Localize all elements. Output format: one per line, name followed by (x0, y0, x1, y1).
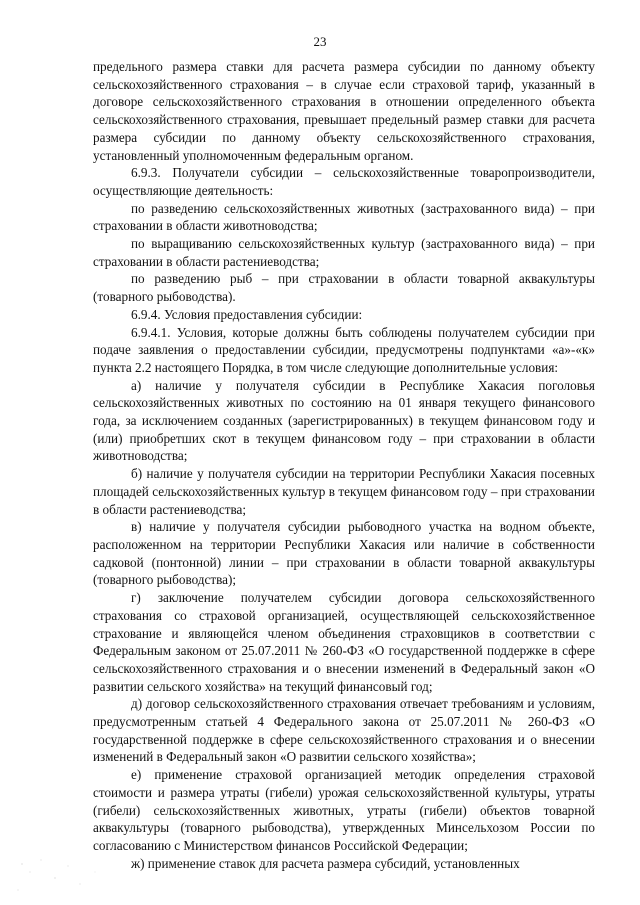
paragraph: б) наличие у получателя субсидии на территории Республики Хакасия посевных площадей сельскохозяйственных культур в текущем финансовом году – при страховании в области растениеводства; (93, 466, 595, 517)
paragraph: 6.9.4.1. Условия, которые должны быть соблюдены получателем субсидии при подаче заявления о предоставлении субсидии, предусмотрены подпунктами «а»-«к» пункта 2.2 настоящего Порядка, в том числе следующие дополнительные условия: (93, 324, 595, 375)
paragraph: е) применение страховой организацией методик определения страховой стоимости и размера утраты (гибели) урожая сельскохозяйственной культуры, утраты (гибели) сельскохозяйственных животных, утраты (гибели) объектов товарной аквакультуры (товарного рыбоводства), утвержденных Минсельхозом России по согласованию с Министерством финансов Российской Федерации; (93, 767, 595, 853)
paragraph: ж) применение ставок для расчета размера субсидий, установленных (131, 855, 520, 871)
paragraph: предельного размера ставки для расчета размера субсидии по данному объекту сельскохозяйственного страхования – в случае если страховой тариф, указанный в договоре сельскохозяйственного страхования в отношении определенного объекта сельскохозяйственного страхования, превышает предельный размер ставки для расчета размера субсидии по данному объекту сельскохозяйственного страхования, установленный уполномоченным федеральным органом. (93, 59, 595, 163)
paragraph: д) договор сельскохозяйственного страхования отвечает требованиям и условиям, предусмотренным статьей 4 Федерального закона от 25.07.2011 № 260-ФЗ «О государственной поддержке в сфере сельскохозяйственного страхования и о внесении изменений в Федеральный закон «О развитии сельского хозяйства»; (93, 696, 595, 765)
paragraph: по разведению сельскохозяйственных животных (застрахованного вида) – при страховании в области животноводства; (93, 200, 595, 234)
paragraph: в) наличие у получателя субсидии рыбоводного участка на водном объекте, расположенном на территории Республики Хакасия или наличие в собственности садковой (понтонной) линии – при страховании в области товарной аквакультуры (товарного рыбоводства); (93, 519, 595, 588)
paragraph: 6.9.4. Условия предоставления субсидии: (131, 306, 363, 322)
paragraph: по выращиванию сельскохозяйственных культур (застрахованного вида) – при страховании в области растениеводства; (93, 236, 595, 269)
paragraph: 6.9.3. Получатели субсидии – сельскохозяйственные товаропроизводители, осуществляющие деятельность: (93, 165, 595, 198)
paragraph: г) заключение получателем субсидии договора сельскохозяйственного страхования со страховой организацией, осуществляющей сельскохозяйственное страхование и являющейся членом объединения страховщиков в соответствии с Федеральным законом от 25.07.2011 № 260-ФЗ «О государственной поддержке в сфере сельскохозяйственного страхования и о внесении изменений в Федеральный закон «О развитии сельского хозяйства» на текущий финансовый год; (93, 590, 595, 694)
paragraph: по разведению рыб – при страховании в области товарной аквакультуры (товарного рыбоводства). (93, 271, 595, 305)
paragraph: а) наличие у получателя субсидии в Республике Хакасия поголовья сельскохозяйственных животных по состоянию на 01 января текущего финансового года, за исключением созданных (зарегистрированных) в текущем финансовом году и (или) приобретших скот в текущем финансовом году – при страховании в области животноводства; (93, 377, 595, 464)
page-number: 23 (313, 34, 327, 49)
document-body (93, 58, 595, 872)
